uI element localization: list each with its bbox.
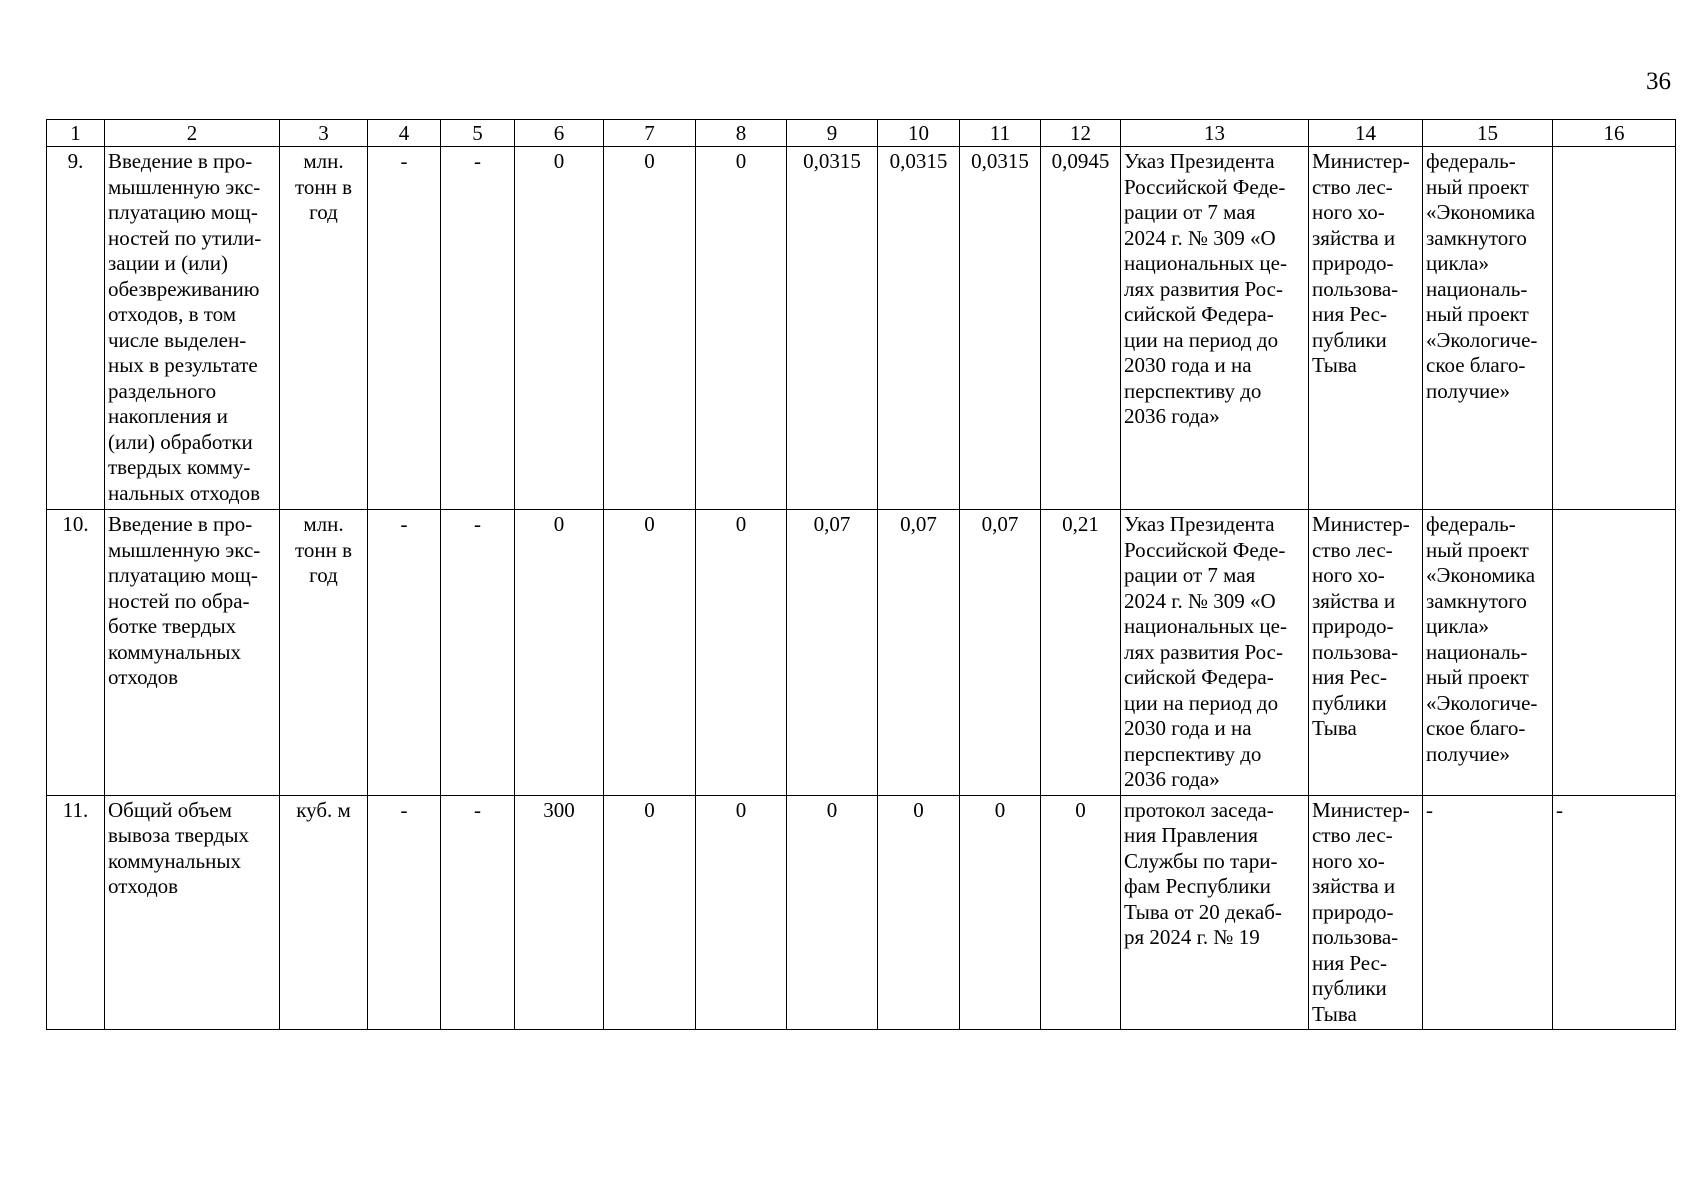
value-cell: 0 — [515, 147, 604, 510]
value-cell: 0,0315 — [878, 147, 960, 510]
indicator-name: Общий объем вывоза твердых коммунальных отходов — [105, 795, 280, 1030]
column-header: 16 — [1553, 120, 1676, 147]
column-header: 2 — [105, 120, 280, 147]
indicator-name: Введение в про- мышленную экс- плуатацию мощ- ностей по утили- зации и (или) обезвреживанию отходов, в том числе выделен- ных в результате раздельного накопления и (или) обработки твердых комму- нальных отходов — [105, 147, 280, 510]
value-cell: 300 — [515, 795, 604, 1030]
unit-cell: млн. тонн в год — [280, 147, 368, 510]
value-cell: 0 — [960, 795, 1041, 1030]
row-number: 11. — [47, 795, 105, 1030]
value-cell: 0,21 — [1041, 510, 1121, 796]
value-cell: - — [441, 510, 515, 796]
project-link: федераль- ный проект «Экономика замкнутого цикла» националь- ный проект «Экологиче- ское благо- получие» — [1423, 147, 1553, 510]
column-number-row — [47, 120, 1676, 147]
basis-document: Указ Президента Российской Феде- рации от 7 мая 2024 г. № 309 «О национальных це- лях развития Рос- сийской Федера- ции на период до 2030 года и на перспективу до 2036 года» — [1121, 510, 1309, 796]
column-header: 12 — [1041, 120, 1121, 147]
value-cell: 0 — [1041, 795, 1121, 1030]
column-header: 6 — [515, 120, 604, 147]
responsible-body: Министер- ство лес- ного хо- зяйства и природо- пользова- ния Рес- публики Тыва — [1309, 510, 1423, 796]
unit-cell: млн. тонн в год — [280, 510, 368, 796]
column-header: 9 — [787, 120, 878, 147]
value-cell: 0 — [515, 510, 604, 796]
table-row — [47, 147, 1676, 510]
column-header: 1 — [47, 120, 105, 147]
value-cell: 0 — [604, 510, 696, 796]
basis-document: протокол заседа- ния Правления Службы по тари- фам Республики Тыва от 20 декаб- ря 2024 г. № 19 — [1121, 795, 1309, 1030]
value-cell: 0 — [696, 510, 787, 796]
value-cell: - — [441, 795, 515, 1030]
column-header: 8 — [696, 120, 787, 147]
indicator-name: Введение в про- мышленную экс- плуатацию мощ- ностей по обра- ботке твердых коммунальных отходов — [105, 510, 280, 796]
value-cell: 0,07 — [878, 510, 960, 796]
value-cell: - — [368, 795, 441, 1030]
column-header: 10 — [878, 120, 960, 147]
responsible-body: Министер- ство лес- ного хо- зяйства и природо- пользова- ния Рес- публики Тыва — [1309, 147, 1423, 510]
column-header: 15 — [1423, 120, 1553, 147]
column-header: 7 — [604, 120, 696, 147]
value-cell: - — [368, 510, 441, 796]
column-header: 5 — [441, 120, 515, 147]
column-header: 13 — [1121, 120, 1309, 147]
row-number: 9. — [47, 147, 105, 510]
notes-cell — [1553, 510, 1676, 796]
row-number: 10. — [47, 510, 105, 796]
responsible-body: Министер- ство лес- ного хо- зяйства и природо- пользова- ния Рес- публики Тыва — [1309, 795, 1423, 1030]
page-number: 36 — [1646, 68, 1671, 95]
table-row — [47, 510, 1676, 796]
value-cell: 0 — [878, 795, 960, 1030]
notes-cell — [1553, 147, 1676, 510]
value-cell: 0 — [787, 795, 878, 1030]
value-cell: - — [441, 147, 515, 510]
column-header: 14 — [1309, 120, 1423, 147]
project-link: - — [1423, 795, 1553, 1030]
value-cell: 0,0945 — [1041, 147, 1121, 510]
project-link: федераль- ный проект «Экономика замкнутого цикла» националь- ный проект «Экологиче- ское благо- получие» — [1423, 510, 1553, 796]
table-row — [47, 795, 1676, 1030]
value-cell: - — [368, 147, 441, 510]
value-cell: 0 — [604, 147, 696, 510]
value-cell: 0 — [696, 795, 787, 1030]
value-cell: 0 — [604, 795, 696, 1030]
indicators-table — [46, 119, 1676, 1030]
notes-cell: - — [1553, 795, 1676, 1030]
unit-cell: куб. м — [280, 795, 368, 1030]
value-cell: 0,0315 — [787, 147, 878, 510]
value-cell: 0,07 — [787, 510, 878, 796]
column-header: 3 — [280, 120, 368, 147]
value-cell: 0 — [696, 147, 787, 510]
basis-document: Указ Президента Российской Феде- рации от 7 мая 2024 г. № 309 «О национальных це- лях развития Рос- сийской Федера- ции на период до 2030 года и на перспективу до 2036 года» — [1121, 147, 1309, 510]
value-cell: 0,07 — [960, 510, 1041, 796]
column-header: 11 — [960, 120, 1041, 147]
column-header: 4 — [368, 120, 441, 147]
value-cell: 0,0315 — [960, 147, 1041, 510]
